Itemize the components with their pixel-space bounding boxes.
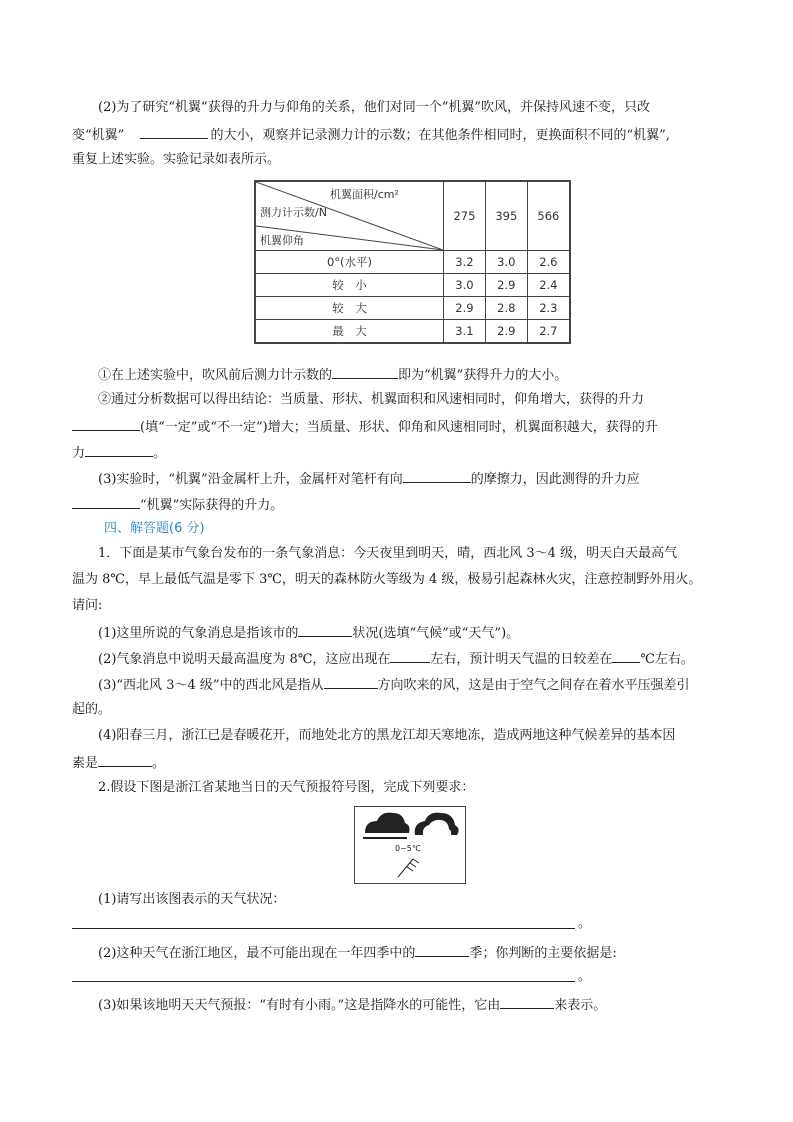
force-cell: 3.1 bbox=[444, 320, 486, 344]
answer-blank-lift[interactable] bbox=[85, 442, 153, 457]
problem1-line2: 温为 8℃，早上最低气温是零下 3℃，明天的森林防火等级为 4 级，极易引起森林火灾，注意控制野外用火。 bbox=[72, 572, 702, 587]
sub-q2-line1: ②通过分析数据可以得出结论：当质量、形状、机翼面积和风速相同时，仰角增大，获得的升力 bbox=[98, 392, 645, 407]
answer-blank-climate-weather[interactable] bbox=[298, 622, 352, 637]
weather-q3-start: (3)如果该地明天天气预报：“有时有小雨。”这是指降水的可能性，它由 bbox=[98, 998, 501, 1013]
area-value: 275 bbox=[444, 181, 486, 251]
problem1-line3: 请问: bbox=[72, 598, 103, 613]
sub-q2-line3-end: 。 bbox=[153, 446, 167, 461]
force-cell: 2.4 bbox=[527, 274, 570, 297]
answer-blank-conclusion[interactable] bbox=[72, 416, 140, 431]
table-row bbox=[255, 251, 570, 274]
wind-icon bbox=[398, 859, 419, 877]
weather-q2-end: 季；你判断的主要依据是: bbox=[469, 946, 617, 961]
q2-line2-end: 的大小，观察并记录测力计的示数；在其他条件相同时，更换面积不同的“机翼”, bbox=[210, 128, 670, 143]
answer-line-reason[interactable] bbox=[72, 981, 575, 982]
sub-q3-end: “机翼”实际获得的升力。 bbox=[140, 498, 284, 513]
area-value: 566 bbox=[527, 181, 570, 251]
weather-symbol-figure bbox=[354, 806, 466, 884]
force-cell: 3.2 bbox=[444, 251, 486, 274]
answer-blank-angle[interactable] bbox=[140, 124, 208, 139]
sub-q2-line2-text: (填“一定”或“不一定”)增大；当质量、形状、仰角和风速相同时，机翼面积越大，获得的升 bbox=[140, 420, 658, 435]
answer-blank-time[interactable] bbox=[390, 648, 430, 663]
p1-q2 bbox=[98, 648, 723, 670]
weather-q3-end: 来表示。 bbox=[554, 998, 607, 1013]
header-angle-label: 机翼仰角 bbox=[260, 234, 304, 247]
p1-q3-line1 bbox=[98, 674, 723, 696]
answer-line-weather[interactable] bbox=[72, 928, 575, 929]
temperature-range: 0~5℃ bbox=[395, 844, 421, 853]
p1-q3-line2: 起的。 bbox=[72, 702, 112, 717]
weather-q1: (1)请写出该图表示的天气状况： bbox=[98, 892, 286, 907]
section-heading: 四、解答题(6 分) bbox=[104, 521, 205, 536]
sub-q3-start: (3)实验时，“机翼”沿金属杆上升，金属杆对笔杆有向 bbox=[98, 472, 403, 487]
answer-blank-difference[interactable] bbox=[332, 364, 398, 379]
problem2-intro: 2.假设下图是浙江省某地当日的天气预报符号图，完成下列要求： bbox=[98, 780, 475, 795]
p1-q1 bbox=[98, 622, 723, 644]
p1-q1-start: (1)这里所说的气象消息是指该市的 bbox=[98, 626, 299, 641]
sub-q1-start: ①在上述实验中，吹风前后测力计示数的 bbox=[98, 368, 333, 383]
answer-blank-probability[interactable] bbox=[500, 994, 554, 1009]
sub-q2-line3 bbox=[72, 442, 723, 464]
p1-q2-start: (2)气象消息中说明天最高温度为 8℃，这应出现在 bbox=[98, 652, 391, 667]
p1-q4-start: 素是 bbox=[72, 756, 99, 771]
area-value: 395 bbox=[485, 181, 527, 251]
weather-q3 bbox=[98, 994, 723, 1016]
force-cell: 2.9 bbox=[485, 274, 527, 297]
overcast-cloud-icon bbox=[363, 813, 410, 838]
force-cell: 3.0 bbox=[485, 251, 527, 274]
angle-cell: 0°(水平) bbox=[255, 251, 444, 274]
q2-line1: (2)为了研究“机翼”获得的升力与仰角的关系，他们对同一个“机翼”吹风，并保持风速不变，只改 bbox=[98, 100, 650, 115]
force-cell: 2.8 bbox=[485, 297, 527, 320]
force-cell: 3.0 bbox=[444, 274, 486, 297]
force-cell: 2.7 bbox=[527, 320, 570, 344]
weather-q1-end: 。 bbox=[578, 916, 592, 931]
table-diagonal-header bbox=[255, 181, 444, 251]
header-area-label: 机翼面积/cm² bbox=[330, 188, 399, 201]
p1-q3-start: (3)“西北风 3～4 级”中的西北风是指从 bbox=[98, 678, 324, 693]
p1-q4-line1: (4)阳春三月，浙江已是春暖花开，而地处北方的黑龙江却天寒地冻，造成两地这种气候差异的基本因 bbox=[98, 728, 676, 743]
force-cell: 2.3 bbox=[527, 297, 570, 320]
cloudy-icon bbox=[415, 813, 459, 835]
p1-q4-end: 。 bbox=[152, 756, 166, 771]
angle-cell: 最 大 bbox=[255, 320, 444, 344]
p1-q4-line2 bbox=[72, 752, 723, 774]
p1-q2-mid: 左右，预计明天气温的日较差在 bbox=[430, 652, 613, 667]
force-cell: 2.9 bbox=[485, 320, 527, 344]
weather-q2 bbox=[98, 942, 723, 964]
q2-line2-start: 变“机翼” bbox=[72, 128, 125, 143]
p1-q2-end: ℃左右。 bbox=[640, 652, 694, 667]
p1-q3-mid: 方向吹来的风，这是由于空气之间存在着水平压强差引 bbox=[377, 678, 690, 693]
force-cell: 2.9 bbox=[444, 297, 486, 320]
table-row bbox=[255, 320, 570, 344]
sub-q1-end: 即为“机翼”获得升力的大小。 bbox=[398, 368, 568, 383]
problem1-line1: 1．下面是某市气象台发布的一条气象消息：今天夜里到明天，晴，西北风 3～4 级，明天白天最高气 bbox=[98, 546, 678, 561]
answer-blank-direction[interactable] bbox=[324, 674, 378, 689]
answer-blank-range[interactable] bbox=[612, 648, 640, 663]
q2-line2 bbox=[72, 124, 723, 146]
p1-q1-end: 状况(选填“气候”或“天气”)。 bbox=[352, 626, 520, 641]
sub-q2-line2 bbox=[72, 416, 723, 438]
sub-q3-line1 bbox=[98, 468, 723, 490]
answer-blank-season[interactable] bbox=[415, 942, 469, 957]
q2-line3: 重复上述实验。实验记录如表所示。 bbox=[72, 152, 281, 167]
sub-q3-mid: 的摩擦力，因此测得的升力应 bbox=[470, 472, 640, 487]
sub-q2-line3-start: 力 bbox=[72, 446, 86, 461]
weather-q2-line-end: 。 bbox=[578, 969, 592, 984]
header-force-label: 测力计示数/N bbox=[260, 206, 327, 219]
angle-cell: 较 小 bbox=[255, 274, 444, 297]
sub-q1 bbox=[98, 364, 723, 386]
sub-q3-line2 bbox=[72, 494, 723, 516]
table-row bbox=[255, 274, 570, 297]
answer-blank-factor[interactable] bbox=[98, 752, 152, 767]
weather-q2-start: (2)这种天气在浙江地区，最不可能出现在一年四季中的 bbox=[98, 946, 416, 961]
angle-cell: 较 大 bbox=[255, 297, 444, 320]
table-row bbox=[255, 297, 570, 320]
experiment-table bbox=[254, 180, 571, 344]
answer-blank-compare[interactable] bbox=[72, 494, 140, 509]
force-cell: 2.6 bbox=[527, 251, 570, 274]
answer-blank-friction-direction[interactable] bbox=[403, 468, 471, 483]
